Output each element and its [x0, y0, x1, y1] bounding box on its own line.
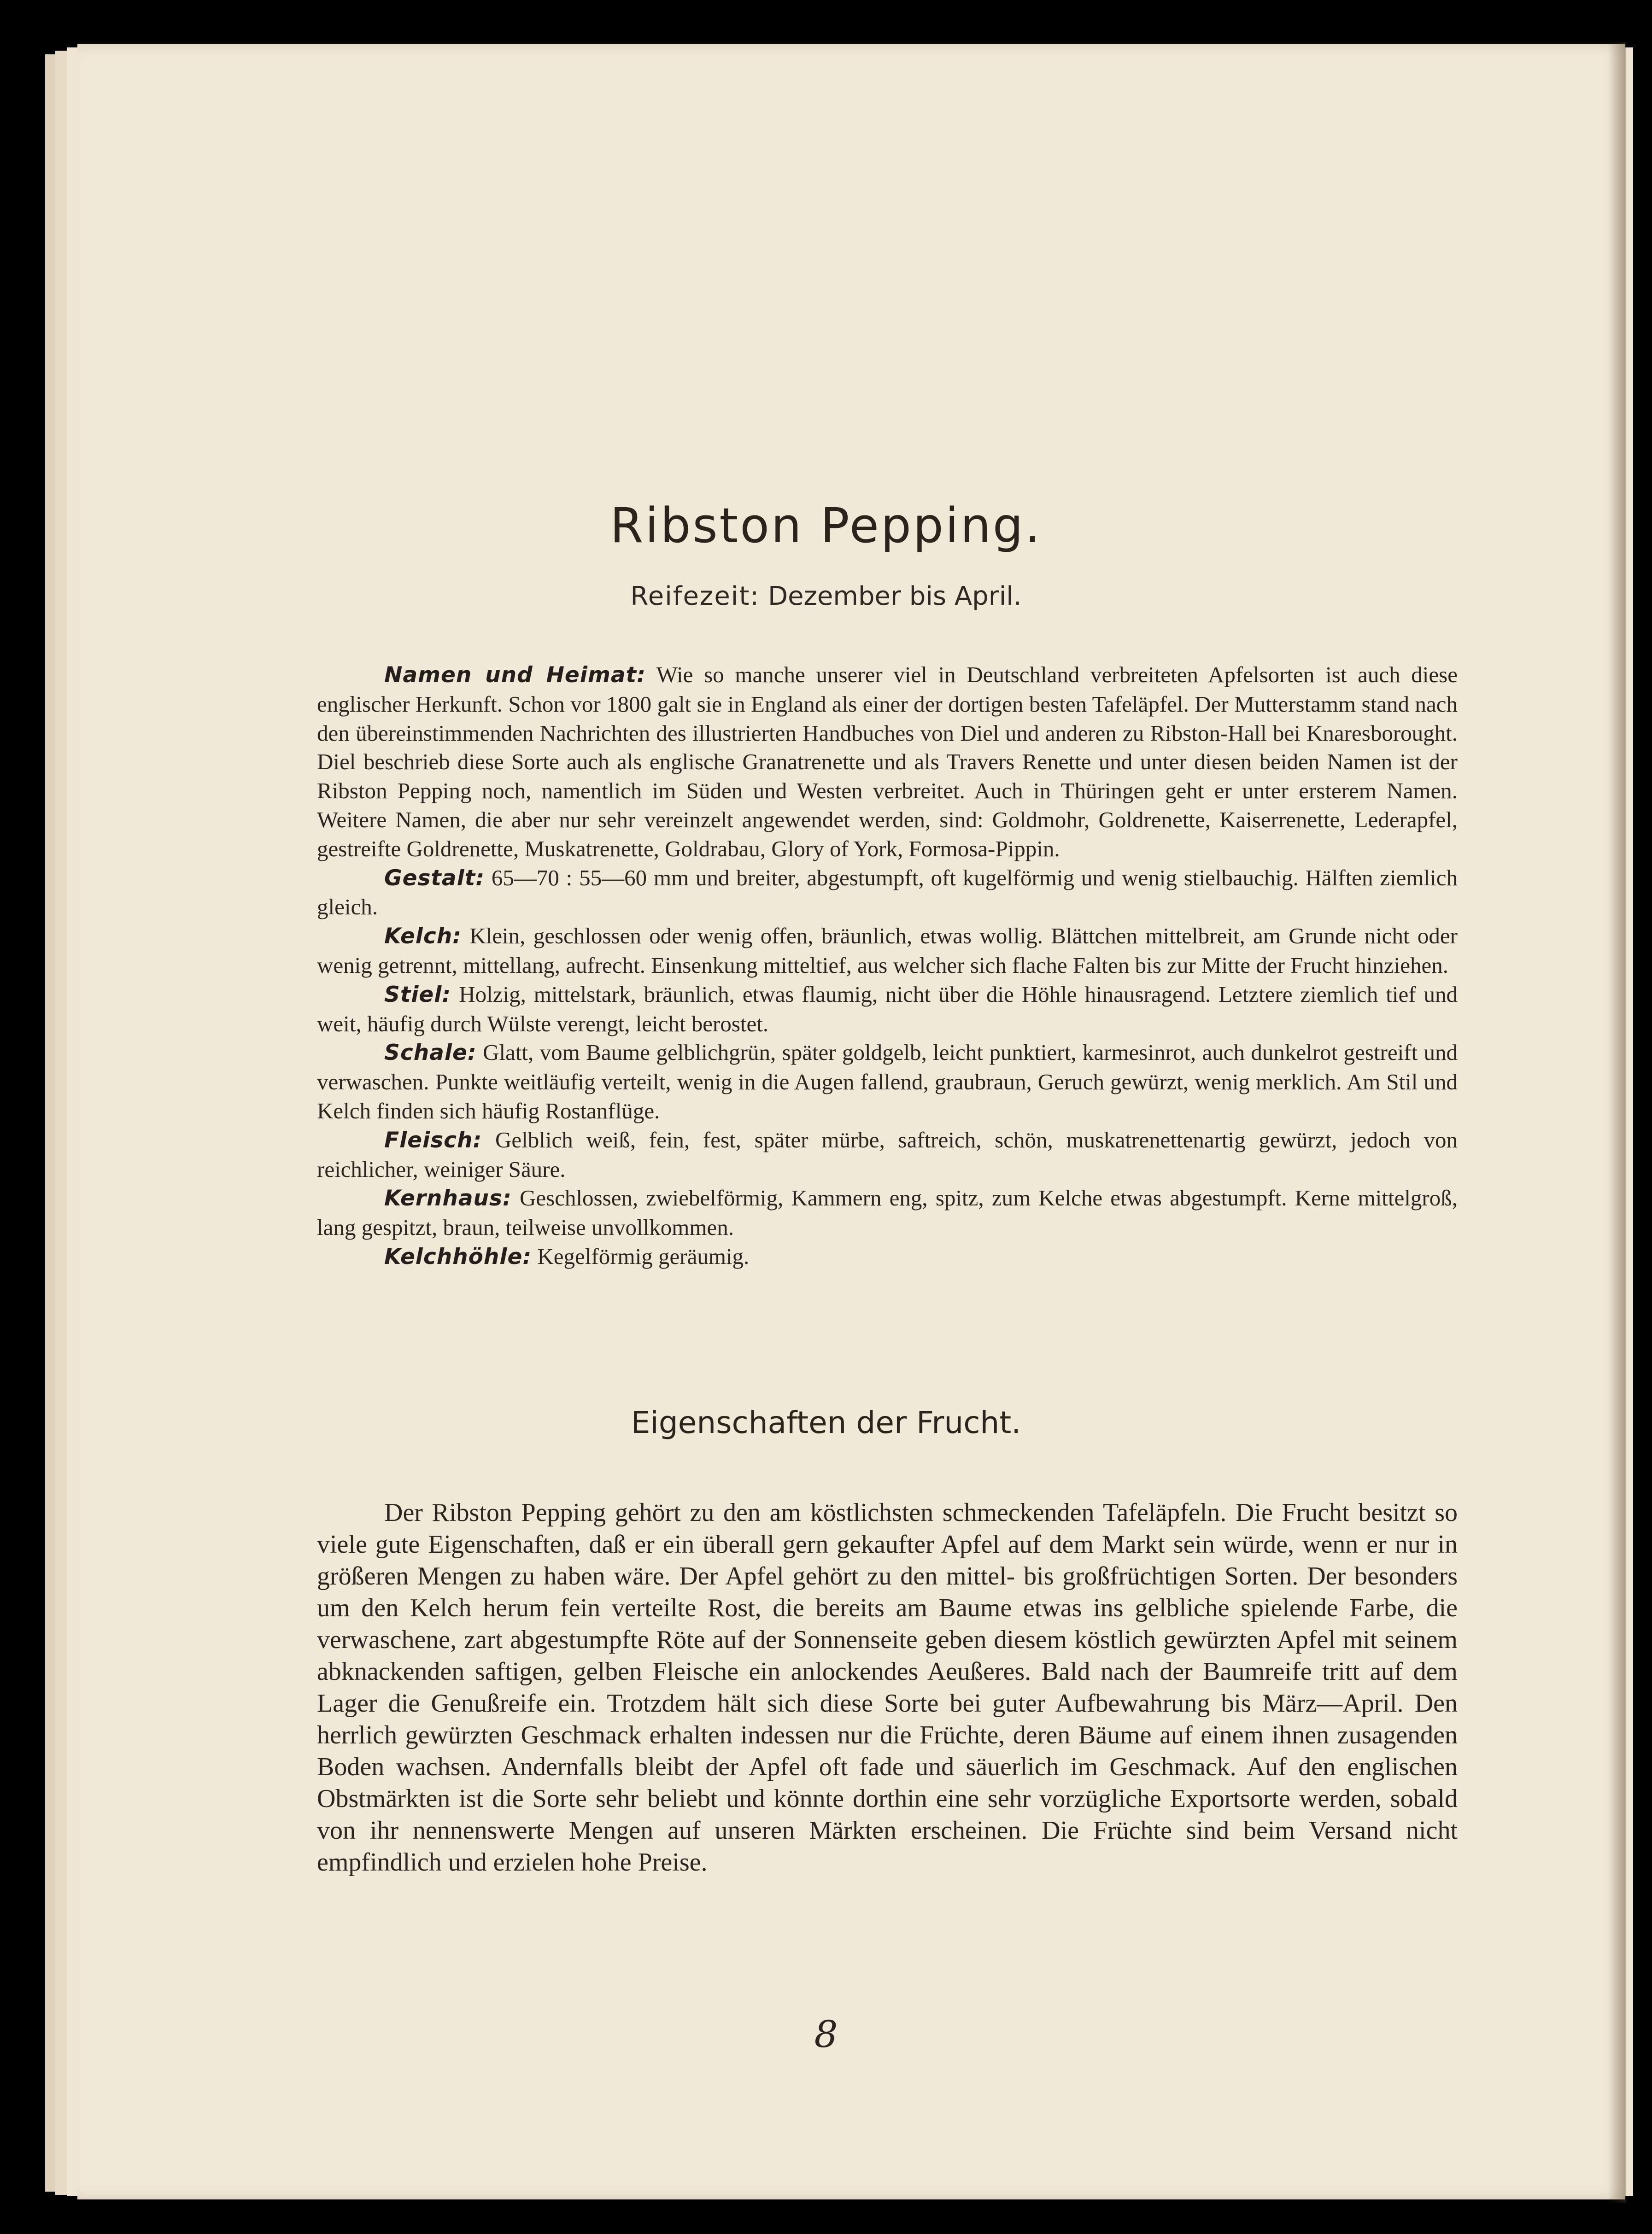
page-gutter-shadow: [1608, 42, 1626, 2203]
ripening-value: Dezember bis April.: [767, 581, 1022, 611]
section-label: Namen und Heimat:: [384, 662, 646, 688]
section-calyx: [317, 922, 1458, 980]
section-calyx-cavity: [317, 1242, 1458, 1272]
section-label: Kernhaus:: [384, 1186, 512, 1211]
section-skin: [317, 1038, 1458, 1125]
section-label: Gestalt:: [384, 865, 485, 891]
page-number: 8: [814, 2013, 838, 2056]
description-block: [317, 661, 1458, 1272]
section-label: Stiel:: [384, 982, 451, 1007]
section-flesh: [317, 1126, 1458, 1184]
section-text: 65—70 : 55—60 mm und breiter, abgestumpft, oft kugelförmig und wenig stielbauchig. Hälften ziemlich gleich.: [317, 865, 1458, 920]
section-stem: [317, 980, 1458, 1039]
section-label: Kelchhöhle:: [384, 1244, 532, 1269]
ripening-line: [0, 581, 1652, 611]
ripening-label: Reifezeit:: [630, 581, 760, 611]
section-names-origin: [317, 661, 1458, 864]
section-text: Klein, geschlossen oder wenig offen, bräunlich, etwas wollig. Blättchen mittelbreit, am Grunde nicht oder wenig getrennt, mittellang, aufrecht. Einsenkung mitteltief, aus welcher sich flache Falten bis zur Mitte der Frucht hinziehen.: [317, 923, 1458, 978]
section-shape: [317, 864, 1458, 922]
section-text: Holzig, mittelstark, bräunlich, etwas flaumig, nicht über die Höhle hinausragend. Letztere ziemlich tief und weit, häufig durch Wülste verengt, leicht berostet.: [317, 981, 1458, 1036]
section-text: Kegelförmig geräumig.: [537, 1243, 750, 1269]
properties-heading: Eigenschaften der Frucht.: [631, 1405, 1021, 1440]
section-label: Fleisch:: [384, 1127, 482, 1153]
section-text: Glatt, vom Baume gelblichgrün, später goldgelb, leicht punktiert, karmesinrot, auch dunkelrot gestreift und verwaschen. Punkte weitläufig verteilt, wenig in die Augen fallend, graubraun, Geruch gewürzt, wenig merklich. Am Stil und Kelch finden sich häufig Rostanflüge.: [317, 1040, 1458, 1123]
section-label: Schale:: [384, 1040, 477, 1066]
section-text: Wie so manche unserer viel in Deutschland verbreiteten Apfelsorten ist auch diese englischer Herkunft. Schon vor 1800 galt sie in England als einer der dortigen besten Tafeläpfel. Der Mutterstamm stand nach den übereinstimmenden Nachrichten des illustrierten Handbuches von Diel und anderen zu Ribston-Hall bei Knaresborought. Diel beschrieb diese Sorte auch als englische Granatrenette und als Travers Renette und unter diesen beiden Namen ist der Ribston Pepping noch, namentlich im Süden und Westen verbreitet. Auch in Thüringen geht er unter ersterem Namen. Weitere Namen, die aber nur sehr vereinzelt angewendet werden, sind: Goldmohr, Goldrenette, Kaiserrenette, Lederapfel, gestreifte Goldrenette, Muskatrenette, Goldrabau, Glory of York, Formosa-Pippin.: [317, 662, 1458, 861]
properties-block: [317, 1497, 1458, 1878]
section-core: [317, 1184, 1458, 1242]
section-text: Geschlossen, zwiebelförmig, Kammern eng, spitz, zum Kelche etwas abgestumpft. Kerne mittelgroß, lang gespitzt, braun, teilweise unvollkommen.: [317, 1185, 1458, 1240]
page-title: Ribston Pepping.: [610, 497, 1042, 554]
section-text: Gelblich weiß, fein, fest, später mürbe, saftreich, schön, muskatrenettenartig gewürzt, jedoch von reichlicher, weiniger Säure.: [317, 1127, 1458, 1182]
section-label: Kelch:: [384, 924, 462, 949]
properties-text: Der Ribston Pepping gehört zu den am köstlichsten schmeckenden Tafeläpfeln. Die Frucht besitzt so viele gute Eigenschaften, daß er ein überall gern gekaufter Apfel auf dem Markt sein würde, wenn er nur in größeren Mengen zu haben wäre. Der Apfel gehört zu den mittel- bis großfrüchtigen Sorten. Der besonders um den Kelch herum fein verteilte Rost, die bereits am Baume etwas ins gelbliche spielende Farbe, die verwaschene, zart abgestumpfte Röte auf der Sonnenseite geben diesem köstlich gewürzten Apfel mit seinem abknackenden saftigen, gelben Fleische ein anlockendes Aeußeres. Bald nach der Baumreife tritt auf dem Lager die Genußreife ein. Trotzdem hält sich diese Sorte bei guter Aufbewahrung bis März—April. Den herrlich gewürzten Geschmack erhalten indessen nur die Früchte, deren Bäume auf einem ihnen zusagenden Boden wachsen. Andernfalls bleibt der Apfel oft fade und säuerlich im Geschmack. Auf den englischen Obstmärkten ist die Sorte sehr beliebt und könnte dorthin eine sehr vorzügliche Exportsorte werden, sobald von ihr nennenswerte Mengen auf unseren Märkten erscheinen. Die Früchte sind beim Versand nicht empfindlich und erzielen hohe Preise.: [317, 1498, 1458, 1877]
